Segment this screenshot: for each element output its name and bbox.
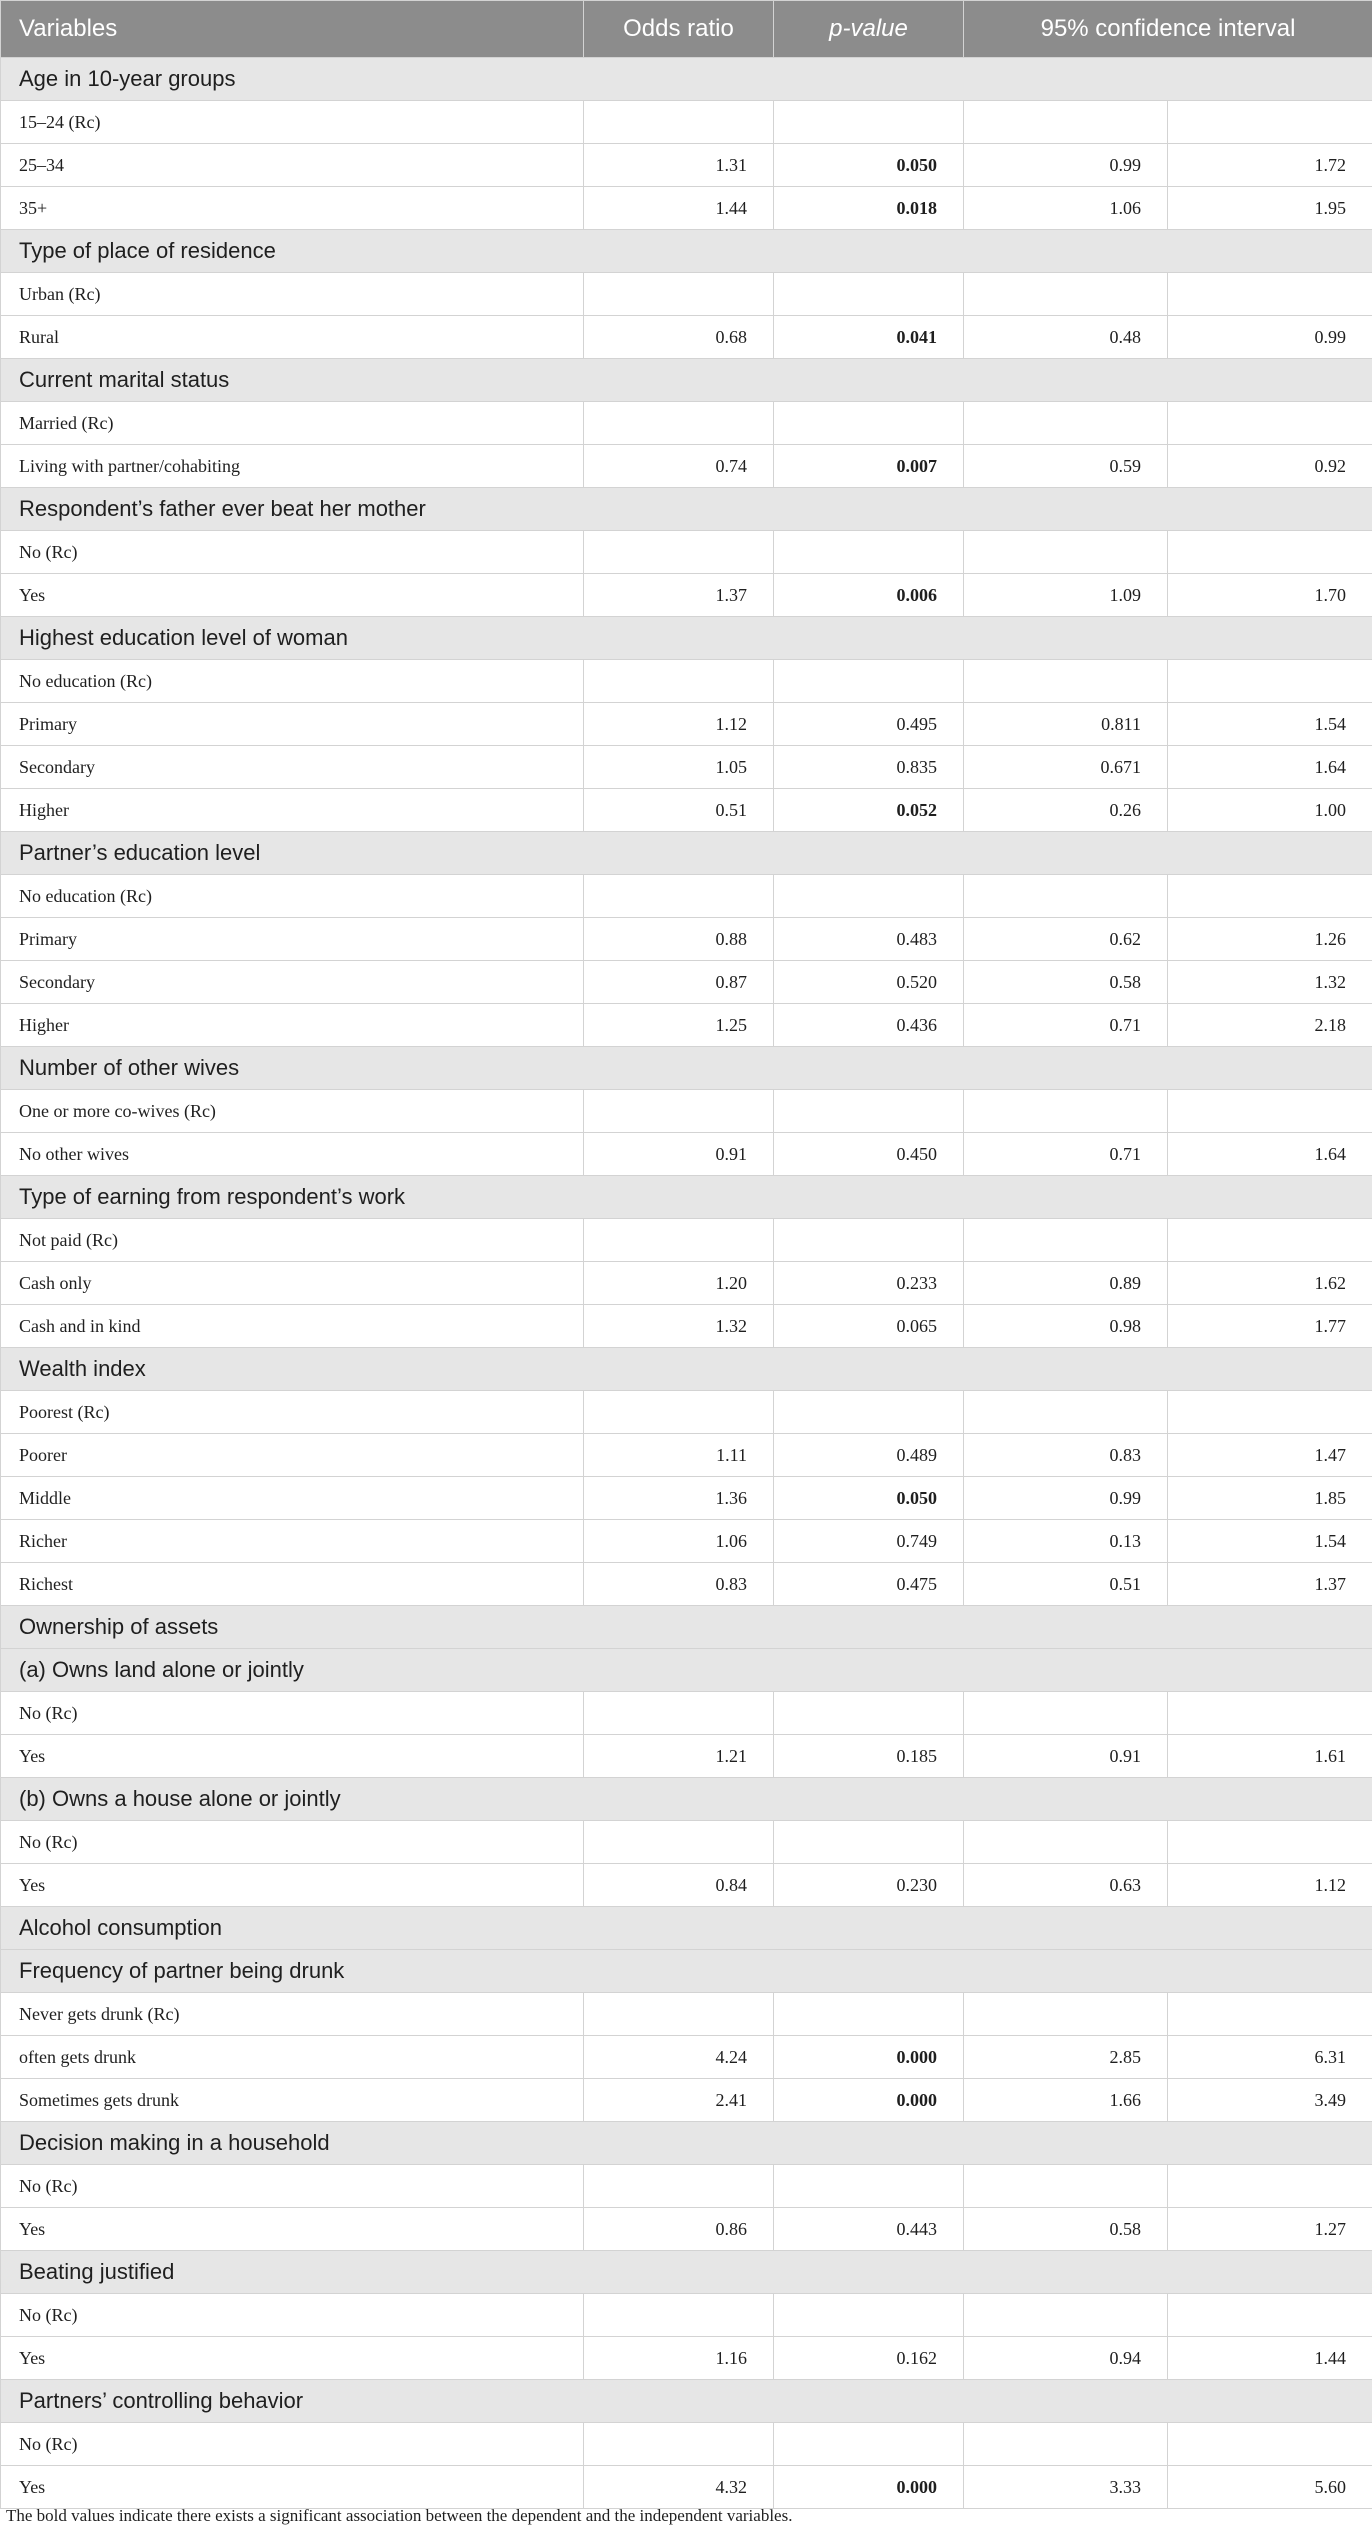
odds-ratio-cell: 0.84 <box>584 1864 774 1907</box>
p-value-cell: 0.475 <box>774 1563 964 1606</box>
ci-lower-cell <box>964 875 1168 918</box>
p-value-cell <box>774 875 964 918</box>
variable-cell: No (Rc) <box>1 1692 584 1735</box>
ci-upper-cell <box>1168 531 1372 574</box>
odds-ratio-cell: 0.83 <box>584 1563 774 1606</box>
odds-ratio-cell: 0.51 <box>584 789 774 832</box>
ci-upper-cell: 1.27 <box>1168 2208 1372 2251</box>
table-row <box>1 1993 1372 2036</box>
p-value-cell <box>774 2423 964 2466</box>
p-value-cell: 0.436 <box>774 1004 964 1047</box>
section-label: (a) Owns land alone or jointly <box>1 1649 1372 1692</box>
variable-cell: Yes <box>1 574 584 617</box>
section-label: Frequency of partner being drunk <box>1 1950 1372 1993</box>
section-row <box>1 2380 1372 2423</box>
odds-ratio-cell <box>584 402 774 445</box>
table-footnote: The bold values indicate there exists a significant association between the dependent and the independent variables. <box>6 2506 793 2525</box>
ci-upper-cell: 0.99 <box>1168 316 1372 359</box>
variable-cell: Primary <box>1 703 584 746</box>
variable-cell: No other wives <box>1 1133 584 1176</box>
section-row <box>1 488 1372 531</box>
ci-lower-cell: 0.26 <box>964 789 1168 832</box>
ci-lower-cell: 0.63 <box>964 1864 1168 1907</box>
ci-lower-cell: 0.99 <box>964 144 1168 187</box>
ci-upper-cell: 1.12 <box>1168 1864 1372 1907</box>
table-row <box>1 187 1372 230</box>
header-confidence-interval: 95% confidence interval <box>964 1 1372 58</box>
table-row <box>1 273 1372 316</box>
table-row <box>1 1692 1372 1735</box>
variable-cell: 15–24 (Rc) <box>1 101 584 144</box>
section-row <box>1 2122 1372 2165</box>
table-row <box>1 1434 1372 1477</box>
table-row <box>1 1477 1372 1520</box>
ci-upper-cell: 1.00 <box>1168 789 1372 832</box>
ci-upper-cell <box>1168 1219 1372 1262</box>
variable-cell: Yes <box>1 2466 584 2509</box>
section-row <box>1 230 1372 273</box>
odds-ratio-cell <box>584 1090 774 1133</box>
header-odds-ratio: Odds ratio <box>584 1 774 58</box>
ci-lower-cell <box>964 1090 1168 1133</box>
section-label: Partner’s education level <box>1 832 1372 875</box>
p-value-cell: 0.230 <box>774 1864 964 1907</box>
ci-upper-cell: 1.77 <box>1168 1305 1372 1348</box>
odds-ratio-cell: 0.86 <box>584 2208 774 2251</box>
variable-cell: Sometimes gets drunk <box>1 2079 584 2122</box>
p-value-cell: 0.443 <box>774 2208 964 2251</box>
ci-lower-cell: 0.58 <box>964 2208 1168 2251</box>
ci-lower-cell: 0.83 <box>964 1434 1168 1477</box>
table-row <box>1 961 1372 1004</box>
section-row <box>1 1176 1372 1219</box>
variable-cell: Poorer <box>1 1434 584 1477</box>
section-label: Age in 10-year groups <box>1 58 1372 101</box>
p-value-cell: 0.450 <box>774 1133 964 1176</box>
variable-cell: Primary <box>1 918 584 961</box>
ci-lower-cell: 0.48 <box>964 316 1168 359</box>
p-value-cell <box>774 2165 964 2208</box>
p-value-cell: 0.006 <box>774 574 964 617</box>
section-row <box>1 58 1372 101</box>
p-value-cell <box>774 273 964 316</box>
ci-lower-cell: 1.09 <box>964 574 1168 617</box>
table-row <box>1 1133 1372 1176</box>
table-row <box>1 445 1372 488</box>
odds-ratio-cell: 1.06 <box>584 1520 774 1563</box>
table-row <box>1 1520 1372 1563</box>
odds-ratio-cell: 0.88 <box>584 918 774 961</box>
variable-cell: One or more co-wives (Rc) <box>1 1090 584 1133</box>
p-value-cell: 0.050 <box>774 144 964 187</box>
ci-lower-cell: 2.85 <box>964 2036 1168 2079</box>
ci-lower-cell <box>964 1993 1168 2036</box>
odds-ratio-cell: 4.24 <box>584 2036 774 2079</box>
table-row <box>1 703 1372 746</box>
ci-lower-cell: 0.71 <box>964 1004 1168 1047</box>
variable-cell: often gets drunk <box>1 2036 584 2079</box>
ci-lower-cell: 0.811 <box>964 703 1168 746</box>
table-row <box>1 660 1372 703</box>
p-value-cell: 0.050 <box>774 1477 964 1520</box>
p-value-cell: 0.052 <box>774 789 964 832</box>
p-value-cell <box>774 1692 964 1735</box>
variable-cell: 25–34 <box>1 144 584 187</box>
variable-cell: No education (Rc) <box>1 875 584 918</box>
table-row <box>1 2208 1372 2251</box>
table-row <box>1 789 1372 832</box>
section-label: Number of other wives <box>1 1047 1372 1090</box>
odds-ratio-cell: 1.11 <box>584 1434 774 1477</box>
odds-ratio-cell: 1.36 <box>584 1477 774 1520</box>
table-row <box>1 2079 1372 2122</box>
variable-cell: Not paid (Rc) <box>1 1219 584 1262</box>
ci-upper-cell: 1.85 <box>1168 1477 1372 1520</box>
odds-ratio-cell <box>584 2165 774 2208</box>
ci-lower-cell <box>964 1219 1168 1262</box>
ci-lower-cell: 1.06 <box>964 187 1168 230</box>
p-value-cell <box>774 1090 964 1133</box>
ci-upper-cell: 1.64 <box>1168 1133 1372 1176</box>
ci-lower-cell <box>964 2423 1168 2466</box>
ci-lower-cell: 0.51 <box>964 1563 1168 1606</box>
ci-lower-cell: 0.91 <box>964 1735 1168 1778</box>
section-row <box>1 617 1372 660</box>
odds-ratio-cell: 0.68 <box>584 316 774 359</box>
section-label: Decision making in a household <box>1 2122 1372 2165</box>
variable-cell: Yes <box>1 1864 584 1907</box>
variable-cell: No (Rc) <box>1 2165 584 2208</box>
ci-upper-cell: 1.32 <box>1168 961 1372 1004</box>
section-label: Ownership of assets <box>1 1606 1372 1649</box>
table-row <box>1 746 1372 789</box>
ci-upper-cell: 2.18 <box>1168 1004 1372 1047</box>
odds-ratio-cell: 1.12 <box>584 703 774 746</box>
ci-upper-cell: 5.60 <box>1168 2466 1372 2509</box>
table-row <box>1 2165 1372 2208</box>
table-header-row <box>1 1 1372 58</box>
ci-lower-cell: 0.99 <box>964 1477 1168 1520</box>
table-row <box>1 2337 1372 2380</box>
variable-cell: Richest <box>1 1563 584 1606</box>
ci-upper-cell: 1.62 <box>1168 1262 1372 1305</box>
section-label: Type of place of residence <box>1 230 1372 273</box>
ci-upper-cell <box>1168 1391 1372 1434</box>
p-value-cell: 0.835 <box>774 746 964 789</box>
section-label: (b) Owns a house alone or jointly <box>1 1778 1372 1821</box>
ci-lower-cell: 0.13 <box>964 1520 1168 1563</box>
variable-cell: No education (Rc) <box>1 660 584 703</box>
ci-upper-cell <box>1168 1993 1372 2036</box>
table-row <box>1 1305 1372 1348</box>
ci-lower-cell <box>964 2165 1168 2208</box>
ci-lower-cell <box>964 273 1168 316</box>
table-row <box>1 918 1372 961</box>
ci-lower-cell: 0.62 <box>964 918 1168 961</box>
variable-cell: Cash and in kind <box>1 1305 584 1348</box>
ci-lower-cell <box>964 101 1168 144</box>
odds-ratio-cell: 4.32 <box>584 2466 774 2509</box>
odds-ratio-cell <box>584 875 774 918</box>
odds-ratio-cell: 1.21 <box>584 1735 774 1778</box>
odds-ratio-cell <box>584 101 774 144</box>
section-row <box>1 1348 1372 1391</box>
variable-cell: Yes <box>1 1735 584 1778</box>
table-row <box>1 1735 1372 1778</box>
section-label: Respondent’s father ever beat her mother <box>1 488 1372 531</box>
ci-upper-cell <box>1168 2423 1372 2466</box>
odds-ratio-cell <box>584 2294 774 2337</box>
ci-upper-cell: 3.49 <box>1168 2079 1372 2122</box>
p-value-cell: 0.749 <box>774 1520 964 1563</box>
ci-upper-cell: 0.92 <box>1168 445 1372 488</box>
header-variables: Variables <box>1 1 584 58</box>
ci-lower-cell <box>964 660 1168 703</box>
p-value-cell: 0.000 <box>774 2466 964 2509</box>
odds-ratio-cell: 1.05 <box>584 746 774 789</box>
ci-lower-cell <box>964 531 1168 574</box>
p-value-cell <box>774 101 964 144</box>
odds-ratio-cell: 1.37 <box>584 574 774 617</box>
ci-upper-cell <box>1168 2165 1372 2208</box>
odds-ratio-cell: 1.32 <box>584 1305 774 1348</box>
variable-cell: Rural <box>1 316 584 359</box>
ci-upper-cell <box>1168 2294 1372 2337</box>
variable-cell: Higher <box>1 1004 584 1047</box>
variable-cell: Yes <box>1 2337 584 2380</box>
odds-ratio-cell <box>584 660 774 703</box>
ci-lower-cell: 1.66 <box>964 2079 1168 2122</box>
ci-lower-cell: 0.71 <box>964 1133 1168 1176</box>
ci-lower-cell: 0.671 <box>964 746 1168 789</box>
variable-cell: Richer <box>1 1520 584 1563</box>
p-value-cell: 0.000 <box>774 2079 964 2122</box>
ci-upper-cell: 6.31 <box>1168 2036 1372 2079</box>
p-value-cell <box>774 531 964 574</box>
p-value-cell: 0.065 <box>774 1305 964 1348</box>
odds-ratio-cell: 0.74 <box>584 445 774 488</box>
p-value-cell <box>774 2294 964 2337</box>
variable-cell: Living with partner/cohabiting <box>1 445 584 488</box>
section-label: Highest education level of woman <box>1 617 1372 660</box>
odds-ratio-cell: 0.87 <box>584 961 774 1004</box>
odds-ratio-cell <box>584 1219 774 1262</box>
odds-ratio-cell <box>584 1692 774 1735</box>
odds-ratio-cell: 1.20 <box>584 1262 774 1305</box>
section-label: Wealth index <box>1 1348 1372 1391</box>
ci-upper-cell: 1.54 <box>1168 1520 1372 1563</box>
ci-upper-cell <box>1168 1821 1372 1864</box>
variable-cell: Secondary <box>1 746 584 789</box>
variable-cell: Higher <box>1 789 584 832</box>
variable-cell: No (Rc) <box>1 1821 584 1864</box>
header-p-value <box>774 1 964 58</box>
table-row <box>1 2036 1372 2079</box>
ci-lower-cell: 0.59 <box>964 445 1168 488</box>
section-row <box>1 1778 1372 1821</box>
p-value-cell: 0.041 <box>774 316 964 359</box>
section-row <box>1 1047 1372 1090</box>
section-row <box>1 2251 1372 2294</box>
table-row <box>1 144 1372 187</box>
p-value-cell: 0.233 <box>774 1262 964 1305</box>
ci-upper-cell <box>1168 273 1372 316</box>
odds-ratio-cell: 2.41 <box>584 2079 774 2122</box>
p-value-cell: 0.007 <box>774 445 964 488</box>
p-value-cell <box>774 1219 964 1262</box>
ci-upper-cell <box>1168 875 1372 918</box>
ci-upper-cell <box>1168 101 1372 144</box>
variable-cell: Middle <box>1 1477 584 1520</box>
variable-cell: Never gets drunk (Rc) <box>1 1993 584 2036</box>
p-value-cell <box>774 402 964 445</box>
section-label: Type of earning from respondent’s work <box>1 1176 1372 1219</box>
table-row <box>1 1821 1372 1864</box>
variable-cell: No (Rc) <box>1 2294 584 2337</box>
table-row <box>1 1090 1372 1133</box>
ci-upper-cell <box>1168 660 1372 703</box>
ci-lower-cell: 0.58 <box>964 961 1168 1004</box>
table-row <box>1 1262 1372 1305</box>
table-body <box>1 58 1372 2509</box>
table-row <box>1 574 1372 617</box>
ci-upper-cell <box>1168 1090 1372 1133</box>
odds-ratio-cell: 0.91 <box>584 1133 774 1176</box>
variable-cell: 35+ <box>1 187 584 230</box>
section-row <box>1 359 1372 402</box>
p-value-cell <box>774 1993 964 2036</box>
p-value-cell: 0.018 <box>774 187 964 230</box>
p-value-cell <box>774 1391 964 1434</box>
odds-ratio-cell <box>584 1821 774 1864</box>
section-row <box>1 832 1372 875</box>
variable-cell: Married (Rc) <box>1 402 584 445</box>
variable-cell: Poorest (Rc) <box>1 1391 584 1434</box>
table-row <box>1 1219 1372 1262</box>
ci-lower-cell <box>964 1821 1168 1864</box>
table-row <box>1 2294 1372 2337</box>
ci-lower-cell: 3.33 <box>964 2466 1168 2509</box>
variable-cell: No (Rc) <box>1 2423 584 2466</box>
table-row <box>1 875 1372 918</box>
section-label: Beating justified <box>1 2251 1372 2294</box>
ci-upper-cell: 1.44 <box>1168 2337 1372 2380</box>
ci-upper-cell: 1.70 <box>1168 574 1372 617</box>
section-label: Alcohol consumption <box>1 1907 1372 1950</box>
ci-lower-cell <box>964 402 1168 445</box>
ci-upper-cell: 1.61 <box>1168 1735 1372 1778</box>
header-p-value-label: p-value <box>829 15 908 42</box>
p-value-cell: 0.162 <box>774 2337 964 2380</box>
ci-upper-cell: 1.72 <box>1168 144 1372 187</box>
odds-ratio-cell <box>584 2423 774 2466</box>
variable-cell: Secondary <box>1 961 584 1004</box>
table-row <box>1 2423 1372 2466</box>
p-value-cell <box>774 660 964 703</box>
table-row <box>1 1864 1372 1907</box>
section-row <box>1 1649 1372 1692</box>
p-value-cell <box>774 1821 964 1864</box>
p-value-cell: 0.000 <box>774 2036 964 2079</box>
section-row <box>1 1950 1372 1993</box>
variable-cell: Cash only <box>1 1262 584 1305</box>
ci-upper-cell: 1.54 <box>1168 703 1372 746</box>
p-value-cell: 0.185 <box>774 1735 964 1778</box>
ci-lower-cell <box>964 2294 1168 2337</box>
odds-ratio-cell: 1.31 <box>584 144 774 187</box>
ci-lower-cell: 0.89 <box>964 1262 1168 1305</box>
table-row <box>1 2466 1372 2509</box>
ci-lower-cell <box>964 1391 1168 1434</box>
table-row <box>1 402 1372 445</box>
p-value-cell: 0.520 <box>774 961 964 1004</box>
section-row <box>1 1606 1372 1649</box>
odds-ratio-cell: 1.44 <box>584 187 774 230</box>
ci-lower-cell <box>964 1692 1168 1735</box>
p-value-cell: 0.495 <box>774 703 964 746</box>
section-label: Partners’ controlling behavior <box>1 2380 1372 2423</box>
ci-upper-cell: 1.95 <box>1168 187 1372 230</box>
odds-ratio-cell: 1.25 <box>584 1004 774 1047</box>
odds-ratio-cell <box>584 273 774 316</box>
odds-ratio-cell <box>584 531 774 574</box>
section-label: Current marital status <box>1 359 1372 402</box>
ci-upper-cell: 1.64 <box>1168 746 1372 789</box>
table-row <box>1 1391 1372 1434</box>
odds-ratio-cell <box>584 1391 774 1434</box>
ci-lower-cell: 0.94 <box>964 2337 1168 2380</box>
odds-ratio-cell: 1.16 <box>584 2337 774 2380</box>
p-value-cell: 0.489 <box>774 1434 964 1477</box>
table-row <box>1 101 1372 144</box>
ci-lower-cell: 0.98 <box>964 1305 1168 1348</box>
table-row <box>1 316 1372 359</box>
ci-upper-cell: 1.37 <box>1168 1563 1372 1606</box>
variable-cell: Yes <box>1 2208 584 2251</box>
odds-ratio-cell <box>584 1993 774 2036</box>
ci-upper-cell <box>1168 1692 1372 1735</box>
p-value-cell: 0.483 <box>774 918 964 961</box>
ci-upper-cell <box>1168 402 1372 445</box>
variable-cell: No (Rc) <box>1 531 584 574</box>
section-row <box>1 1907 1372 1950</box>
table-row <box>1 531 1372 574</box>
variable-cell: Urban (Rc) <box>1 273 584 316</box>
table-row <box>1 1563 1372 1606</box>
ci-upper-cell: 1.26 <box>1168 918 1372 961</box>
ci-upper-cell: 1.47 <box>1168 1434 1372 1477</box>
table-row <box>1 1004 1372 1047</box>
